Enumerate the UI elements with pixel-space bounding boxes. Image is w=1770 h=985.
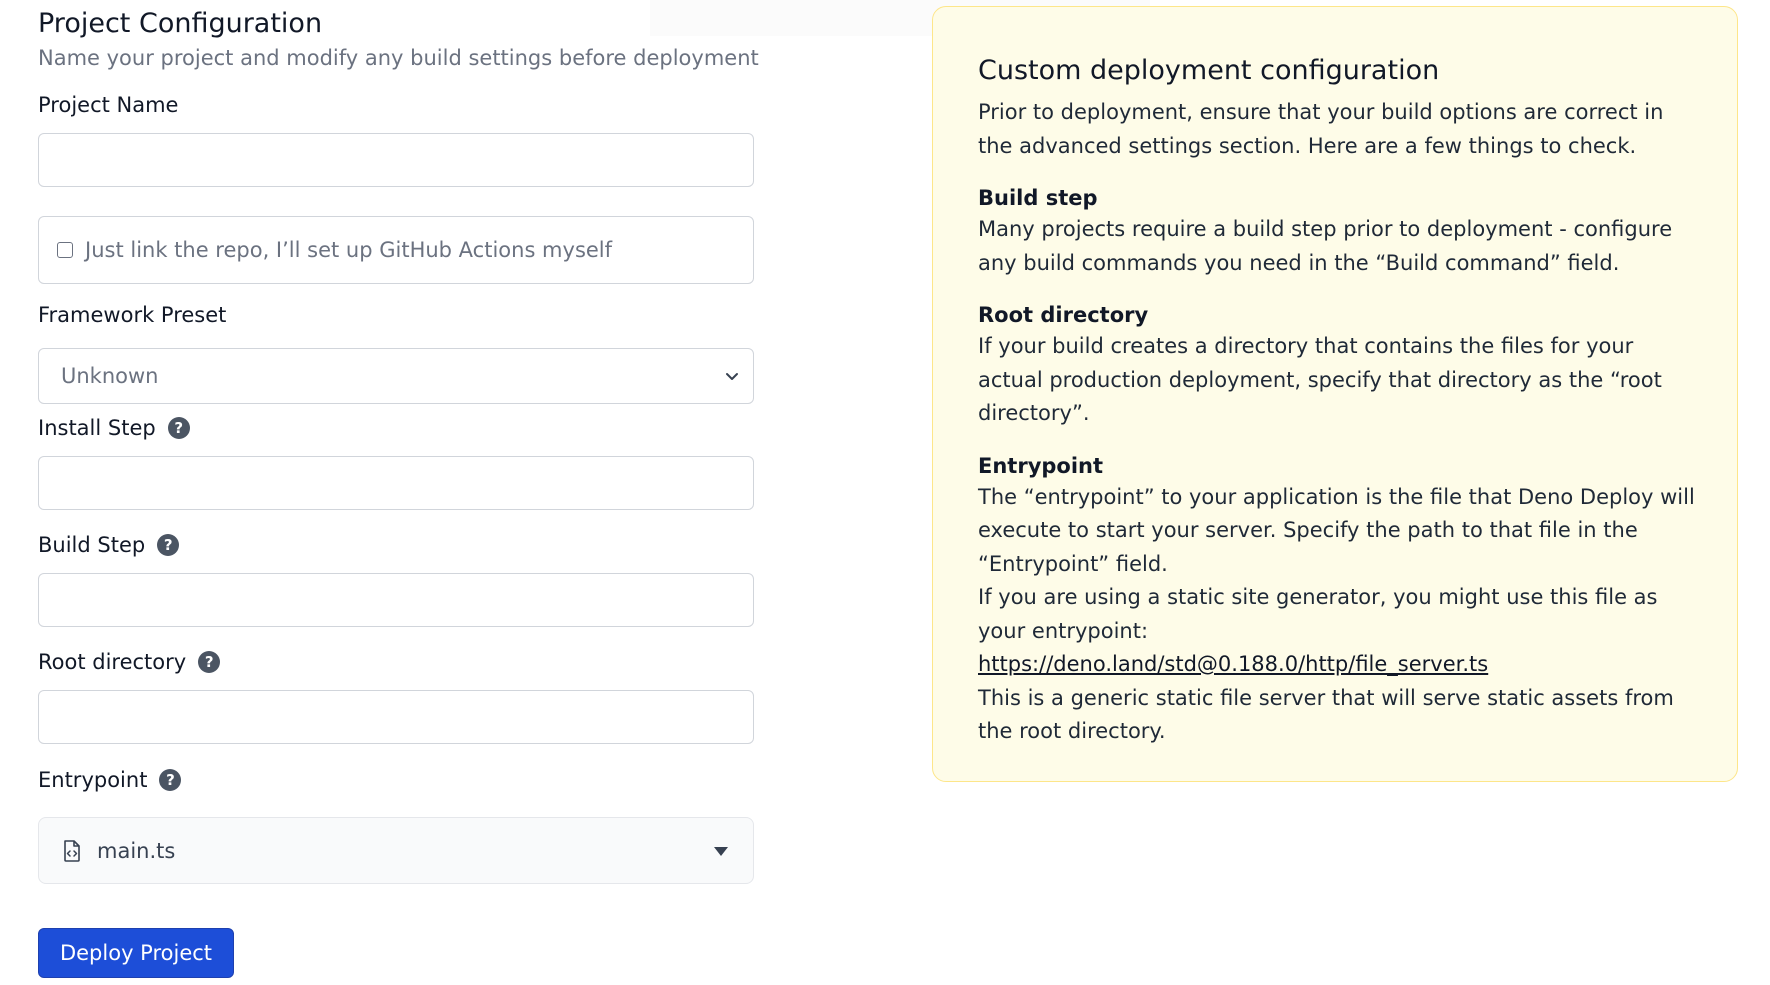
info-heading-entrypoint: Entrypoint	[978, 453, 1104, 478]
info-content	[978, 55, 1698, 749]
entrypoint-label	[38, 768, 181, 792]
info-text-entrypoint: The “entrypoint” to your application is the file that Deno Deploy will execute to start your server. Specify the path to that file in the “Entrypoint” field.	[978, 484, 1695, 576]
help-icon[interactable]: ?	[157, 534, 179, 556]
chevron-down-icon	[725, 369, 739, 383]
info-text-entrypoint-static: If you are using a static site generator, you might use this file as your entrypoint:	[978, 585, 1658, 643]
info-text-build-step: Many projects require a build step prior to deployment - configure any build commands you need in the “Build command” field.	[978, 217, 1673, 275]
info-heading-root-directory: Root directory	[978, 303, 1149, 327]
info-intro: Prior to deployment, ensure that your build options are correct in the advanced settings section. Here are a few things to check.	[978, 100, 1664, 158]
link-repo-option[interactable]	[38, 216, 754, 284]
root-directory-input[interactable]	[38, 690, 754, 744]
file-code-icon	[61, 839, 83, 863]
install-step-label-text: Install Step	[38, 416, 156, 440]
install-step-label	[38, 416, 190, 440]
info-text-file-server: This is a generic static file server that will serve static assets from the root directory.	[978, 685, 1674, 743]
framework-preset-value: Unknown	[61, 364, 159, 388]
framework-preset-label	[38, 303, 226, 327]
project-name-label-text: Project Name	[38, 93, 179, 117]
build-step-label-text: Build Step	[38, 533, 146, 557]
project-name-label	[38, 93, 178, 117]
info-text-root-directory: If your build creates a directory that contains the files for your actual production deployment, specify that directory as the “root directory”.	[978, 334, 1662, 425]
framework-preset-select[interactable]	[38, 348, 754, 404]
help-icon[interactable]: ?	[168, 417, 190, 439]
root-directory-label-text: Root directory	[38, 650, 187, 674]
caret-down-icon	[713, 845, 729, 857]
file-server-link[interactable]: https://deno.land/std@0.188.0/http/file_server.ts	[978, 652, 1489, 676]
page-subtitle: Name your project and modify any build settings before deployment	[38, 46, 759, 70]
link-repo-checkbox[interactable]	[57, 242, 73, 258]
build-step-label	[38, 533, 179, 557]
info-heading-build-step: Build step	[978, 186, 1098, 210]
help-icon[interactable]: ?	[198, 651, 220, 673]
root-directory-label	[38, 650, 220, 674]
build-step-input[interactable]	[38, 573, 754, 627]
project-name-input[interactable]	[38, 133, 754, 187]
help-icon[interactable]: ?	[159, 769, 181, 791]
deploy-project-button[interactable]: Deploy Project	[38, 928, 234, 978]
info-title: Custom deployment configuration	[978, 55, 1440, 86]
entrypoint-label-text: Entrypoint	[38, 768, 148, 792]
framework-preset-label-text: Framework Preset	[38, 303, 227, 327]
entrypoint-value: main.ts	[97, 838, 176, 863]
deployment-info-panel	[932, 6, 1738, 782]
install-step-input[interactable]	[38, 456, 754, 510]
link-repo-label: Just link the repo, I’ll set up GitHub Actions myself	[85, 238, 613, 262]
page-title: Project Configuration	[38, 8, 323, 39]
entrypoint-select[interactable]	[38, 817, 754, 884]
